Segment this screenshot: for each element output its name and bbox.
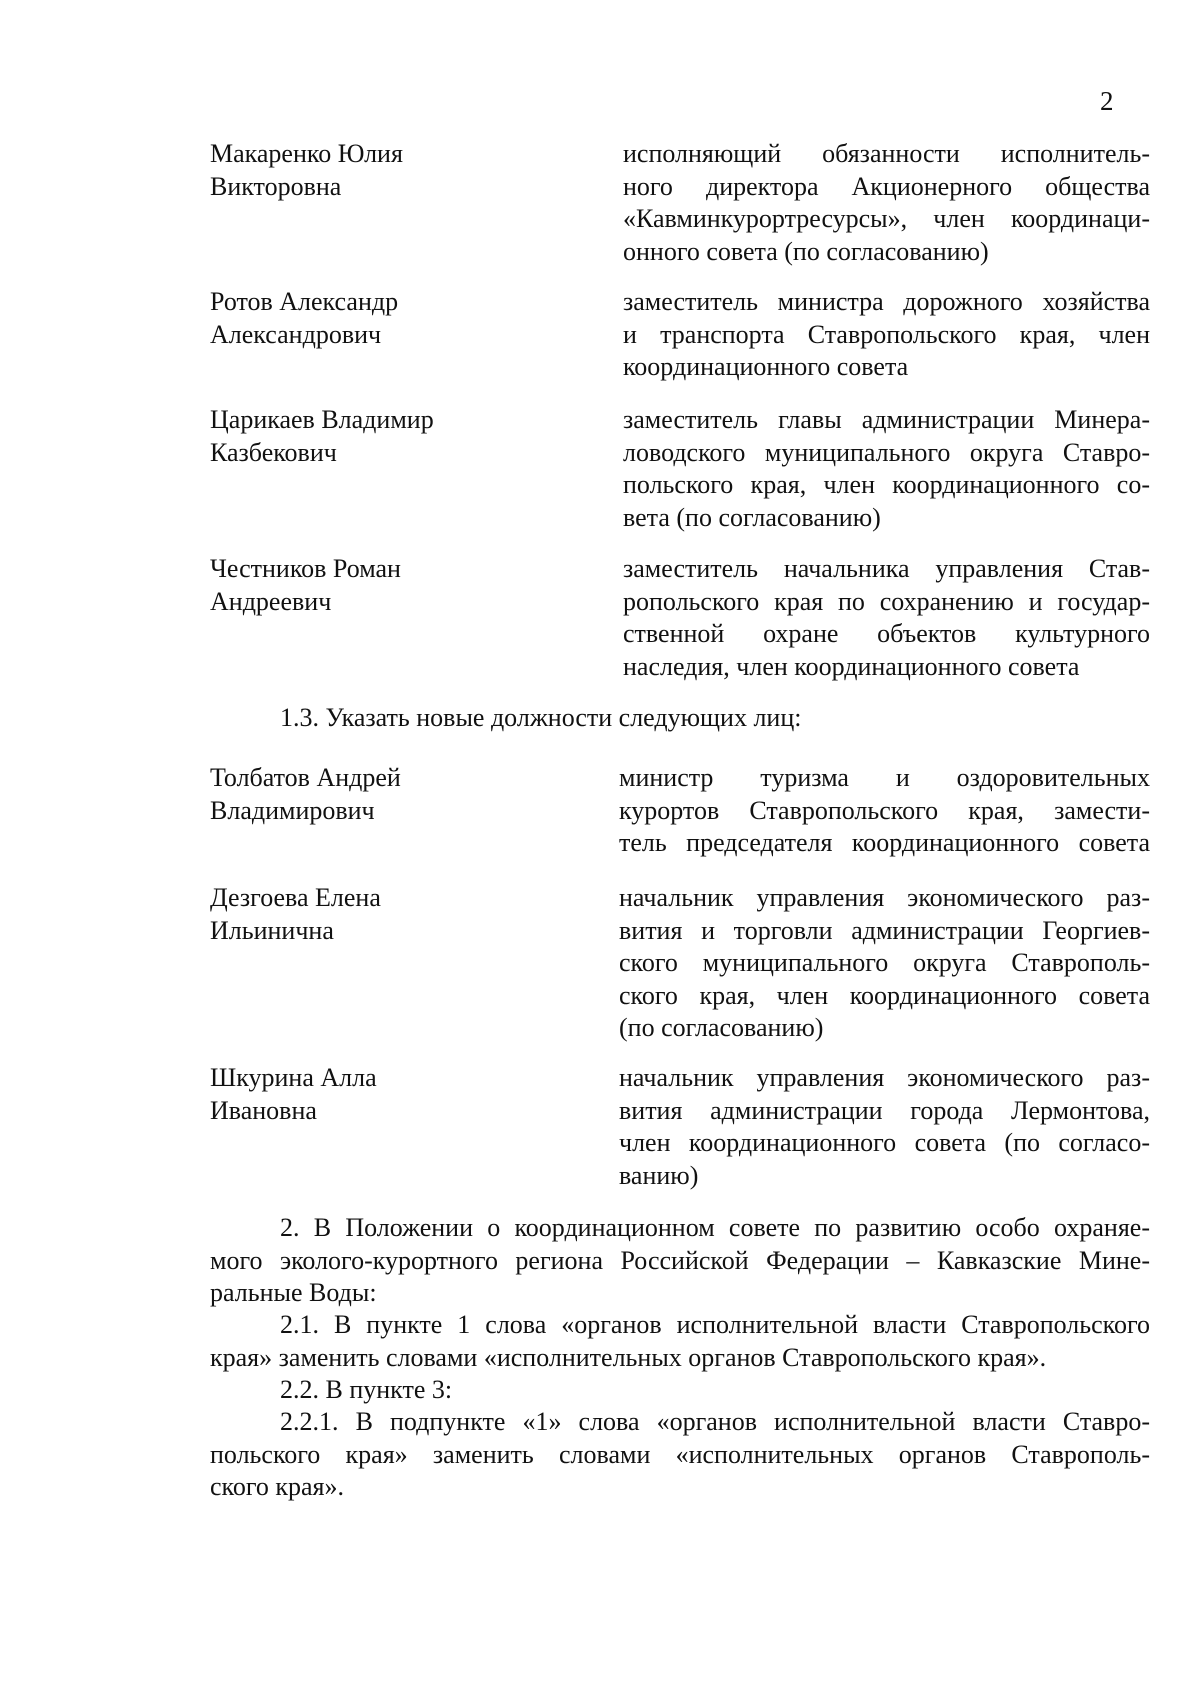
member-position: начальник управления экономического раз- вития и торговли администрации Георгиев- ского муниципального округа Ставрополь- ского края, член координационного совета (по согласованию) bbox=[619, 883, 1150, 1042]
paragraph: 2.1. В пункте 1 слова «органов исполнительной власти Ставропольского края» заменить словами «исполнительных органов Ставропольского края». bbox=[210, 1310, 1150, 1372]
member-name: Толбатов Андрей Владимирович bbox=[210, 763, 401, 825]
page-number: 2 bbox=[1100, 86, 1114, 116]
member-position: министр туризма и оздоровительных курортов Ставропольского края, замести- тель председателя координационного совета bbox=[619, 763, 1150, 857]
member-position: заместитель главы администрации Минера- ловодского муниципального округа Ставро- польского края, член координационного со- вета (по согласованию) bbox=[623, 405, 1150, 532]
paragraph: 2.2. В пункте 3: bbox=[280, 1375, 453, 1404]
member-position: заместитель министра дорожного хозяйства и транспорта Ставропольского края, член координационного совета bbox=[623, 287, 1150, 381]
member-position: заместитель начальника управления Став- ропольского края по сохранению и государ- ственной охране объектов культурного наследия, член координационного совета bbox=[623, 554, 1150, 681]
section-heading: 1.3. Указать новые должности следующих лиц: bbox=[280, 703, 802, 732]
member-name: Шкурина Алла Ивановна bbox=[210, 1063, 377, 1125]
member-name: Царикаев Владимир Казбекович bbox=[210, 405, 434, 467]
member-name: Макаренко Юлия Викторовна bbox=[210, 139, 403, 201]
paragraph: 2. В Положении о координационном совете по развитию особо охраняе- мого эколого-курортного региона Российской Федерации – Кавказские Мине- ральные Воды: bbox=[210, 1213, 1150, 1307]
member-name: Ротов Александр Александрович bbox=[210, 287, 399, 349]
member-position: исполняющий обязанности исполнитель- ного директора Акционерного общества «Кавминкурортресурсы», член координаци- онного совета (по согласованию) bbox=[623, 139, 1150, 266]
member-position: начальник управления экономического раз- вития администрации города Лермонтова, член координационного совета (по согласо- ванию) bbox=[619, 1063, 1150, 1190]
member-name: Дезгоева Елена Ильинична bbox=[210, 883, 381, 945]
paragraph: 2.2.1. В подпункте «1» слова «органов исполнительной власти Ставро- польского края» заменить словами «исполнительных органов Ставрополь- ского края». bbox=[210, 1407, 1150, 1501]
member-name: Честников Роман Андреевич bbox=[210, 554, 401, 616]
